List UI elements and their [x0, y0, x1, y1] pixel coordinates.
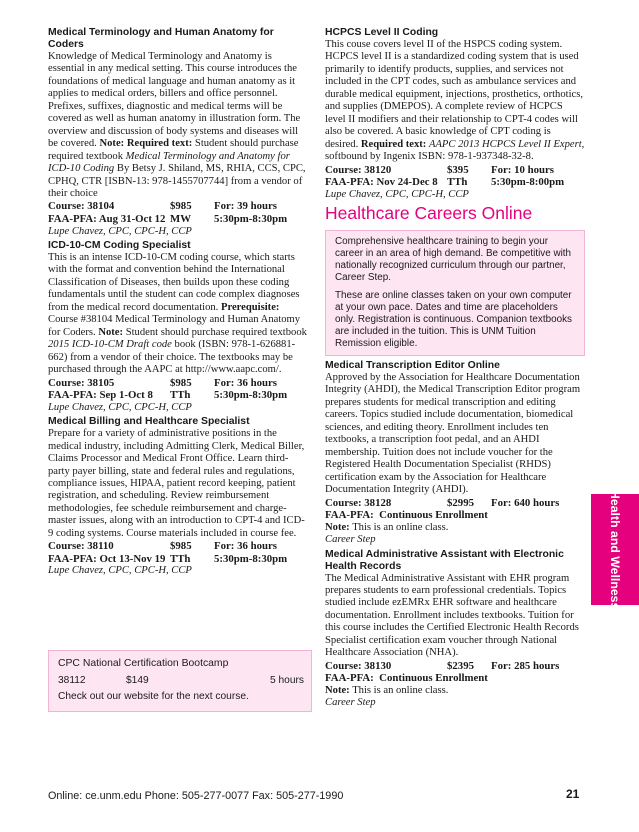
right-column — [325, 27, 585, 712]
online-intro-box — [325, 230, 585, 356]
course-info-row: Course: 38120 $395 For: 10 hours — [325, 163, 554, 176]
intro-paragraph: Comprehensive healthcare training to begin your career in an area of high demand. Be competitive with nationally recognized curriculum through our partner, Career Step. — [335, 236, 572, 284]
instructor: Career Step — [325, 697, 376, 709]
side-tab-label: Health and Wellness — [608, 489, 622, 610]
course-entry — [325, 27, 585, 201]
course-note: Note: This is an online class. — [325, 521, 449, 533]
bootcamp-box — [48, 650, 312, 712]
bootcamp-note: Check out our website for the next course. — [58, 691, 249, 702]
course-note: Note: This is an online class. — [325, 684, 449, 696]
instructor: Career Step — [325, 534, 376, 546]
instructor: Lupe Chavez, CPC, CPC-H, CCP — [48, 225, 192, 237]
course-info-row: Course: 38128 $2995 For: 640 hours — [325, 496, 560, 509]
course-entry — [325, 360, 585, 547]
bootcamp-price: $149 — [126, 675, 149, 686]
course-entry — [48, 27, 309, 238]
course-entry — [325, 549, 585, 710]
course-description: The Medical Administrative Assistant with EHR program prepares students to earn professional credentials. Topics studied include ezEMRx EHR software and healthcare documentation. Enrollment includes textbooks. Tuition for this course includes the Certified Electronic Health Records Specialist certification exam voucher through National Healthcare Association (NHA). — [325, 572, 579, 659]
course-description: Knowledge of Medical Terminology and Anatomy is essential in any medical setting. This course introduces the foundations of medical language and human anatomy as it applies to medical orders, billers and office personnel. Prefixes, suffixes, diagnostic and medical terms will be covered as well as human anatomy in illustration form. The overview and discussion of body systems and diseases will be covered. Note: Required text: Student should purchase required textbook Medical Terminology and Anatomy for ICD-10 Coding By Betsy J. Shiland, MS, RHIA, CCS, CPC, CPHQ, CTR [ISBN-13: 978-1455707744] from a vendor of their choice — [48, 51, 306, 199]
course-title: Medical Transcription Editor Online — [325, 359, 500, 371]
intro-paragraph: These are online classes taken on your own computer at your own pace. Dates and time are placeholders only. Registration is continuous. Companion textbooks are included in the tuition. This is UNM Tuition Remission eligible. — [335, 289, 572, 349]
course-title: HCPCS Level II Coding — [325, 27, 439, 38]
instructor: Lupe Chavez, CPC, CPC-H, CCP — [325, 188, 469, 200]
bootcamp-details — [58, 673, 311, 688]
course-schedule-row: FAA-PFA: Sep 1-Oct 8 TTh 5:30pm-8:30pm — [48, 389, 288, 402]
course-schedule-row: FAA-PFA: Continuous Enrollment — [325, 672, 488, 685]
course-title: ICD-10-CM Coding Specialist — [48, 240, 191, 252]
bootcamp-title: CPC National Certification Bootcamp — [58, 658, 229, 669]
section-side-tab — [591, 489, 639, 610]
instructor: Lupe Chavez, CPC, CPC-H, CCP — [48, 401, 192, 413]
course-description: Prepare for a variety of administrative positions in the medical industry, including Admitting Clerk, Medical Biller, Claims Processor and Medical Front Office. Learn third-party payer billing, state and federal rules and regulations, compliance issues, HIPAA, patient record keeping, patient registration, and scheduling. Review reimbursement methodologies, fee schedule reimbursement and charge-master issues, along with an introduction to CPT-4 and ICD-9 coding systems. Course materials included in course fee. — [48, 428, 305, 539]
course-description: This is an intense ICD-10-CM coding course, which starts with the format and convention behind the International Classification of Diseases, then builds upon these coding fundamentals until the student can code complex diagnoses from the medical record documentation. Prerequisite: Course #38104 Medical Terminology and Human Anatomy for Coders. Note: Student should purchase required textbook 2015 ICD-10-CM Draft code book (ISBN: 978-1-626881-662) from a vendor of their choice. The textbooks may be purchased through the AAPC at http://www.aapc.com/. — [48, 252, 307, 376]
course-description: Approved by the Association for Healthcare Documentation Integrity (AHDI), the Medical Transcription Editor program prepares students for medical transcription and editing careers. Topics studied include documentation, biomedical sciences, and editing theory. Enrollment includes ten textbooks, a transcription foot pedal, and an AHDI membership. Tuition does not include voucher for the Registered Health Documentation Specialist (RHDS) certification exam by the Association for Healthcare Documentation Integrity (AHDI). — [325, 371, 581, 496]
course-title: Medical Terminology and Human Anatomy for Coders — [48, 27, 274, 50]
course-title: Medical Administrative Assistant with Electronic Health Records — [325, 548, 564, 572]
course-entry — [48, 240, 309, 414]
bootcamp-number: 38112 — [58, 675, 86, 686]
course-info-row: Course: 38104 $985 For: 39 hours — [48, 200, 277, 213]
course-schedule-row: FAA-PFA: Aug 31-Oct 12 MW 5:30pm-8:30pm — [48, 213, 288, 226]
course-info-row: Course: 38130 $2395 For: 285 hours — [325, 659, 560, 672]
course-schedule-row: FAA-PFA: Continuous Enrollment — [325, 509, 488, 522]
left-column — [48, 27, 309, 580]
footer-contact: Online: ce.unm.edu Phone: 505-277-0077 Fax: 505-277-1990 — [48, 790, 344, 802]
course-schedule-row: FAA-PFA: Nov 24-Dec 8 TTh 5:30pm-8:00pm — [325, 176, 565, 189]
course-entry — [48, 416, 309, 578]
instructor: Lupe Chavez, CPC, CPC-H, CCP — [48, 565, 192, 577]
course-title: Medical Billing and Healthcare Specialist — [48, 416, 250, 428]
bootcamp-hours: 5 hours — [270, 675, 304, 686]
page-number: 21 — [566, 787, 580, 801]
course-info-row: Course: 38105 $985 For: 36 hours — [48, 376, 277, 389]
course-description: This couse covers level II of the HSPCS coding system. HCPCS level II is a standardized coding system that is used primarily to identify products, supplies, and services not included in the CPT codes, such as ambulance services and durable medical equipment, injections, prosthetics, orthotics, and supplies (DMEPOS). A complete review of HCPCS level II modifiers and their relationship to CPT-4 codes will also be covered. A basic knowledge of CPT coding is desired. Required text: AAPC 2013 HCPCS Level II Expert, softbound by Ingenix ISBN: 978-1-937348-32-8. — [325, 39, 585, 163]
course-info-row: Course: 38110 $985 For: 36 hours — [48, 540, 277, 553]
course-schedule-row: FAA-PFA: Oct 13-Nov 19 TTh 5:30pm-8:30pm — [48, 552, 288, 565]
section-title: Healthcare Careers Online — [325, 203, 533, 224]
